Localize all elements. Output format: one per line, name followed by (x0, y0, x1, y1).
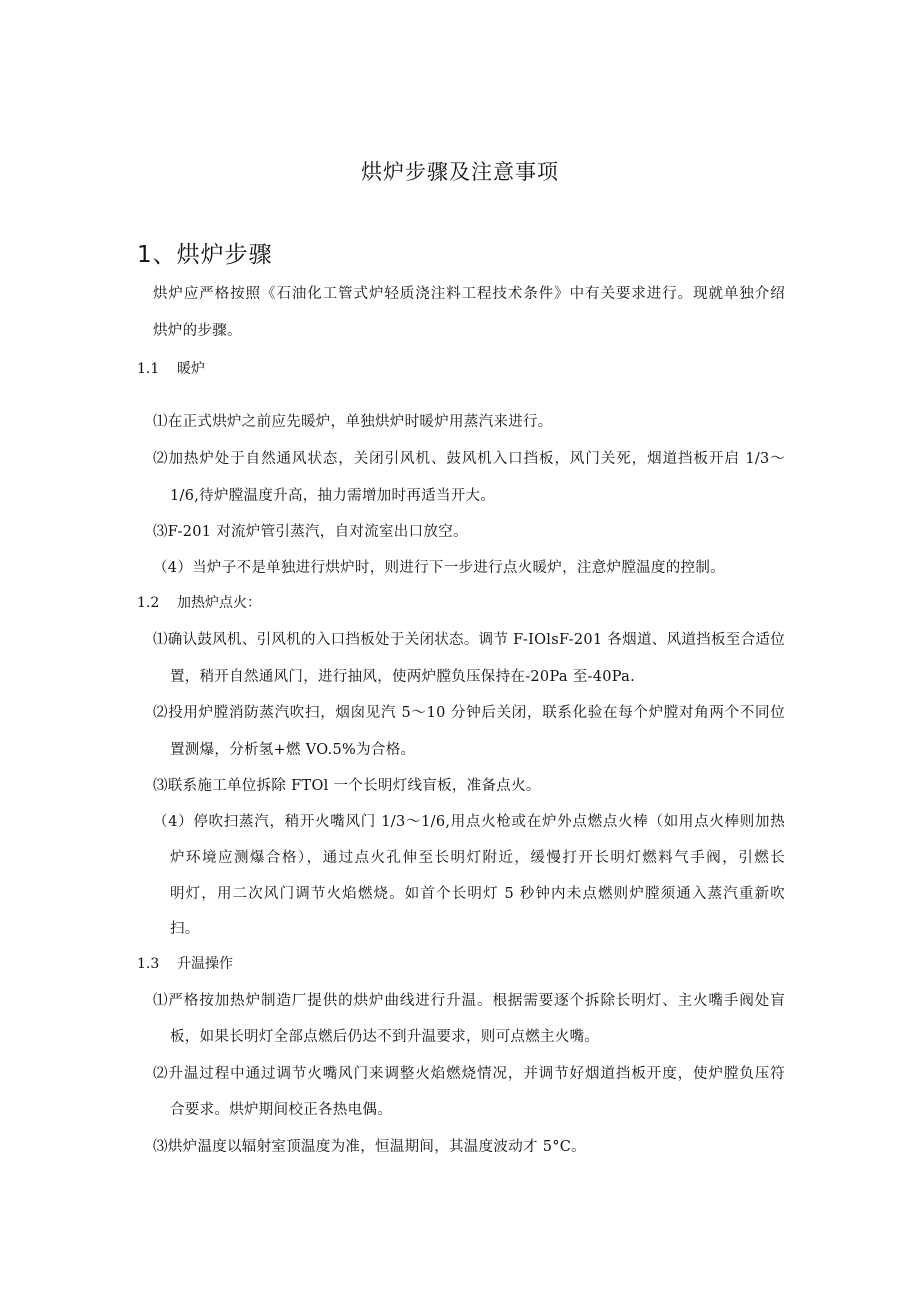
list-item-continuation: 炉环境应测爆合格），通过点火孔伸至长明灯附近，缓慢打开长明灯燃料气手阀，引燃长 (170, 850, 785, 866)
subsection-number: 1.2 (137, 595, 160, 611)
list-item-continuation: 明灯，用二次风门调节火焰燃烧。如首个长明灯 5 秒钟内未点燃则炉膛须通入蒸汽重新吹 (170, 886, 785, 902)
subsection-label: 加热炉点火： (177, 595, 261, 611)
list-item-continuation: 合要求。烘炉期间校正各热电偶。 (170, 1102, 392, 1118)
list-item: （4）当炉子不是单独进行烘炉时，则进行下一步进行点火暖炉，注意炉膛温度的控制。 (153, 560, 725, 576)
list-item: ⑶联系施工单位拆除 FTOl 一个长明灯线盲板，准备点火。 (153, 778, 541, 794)
list-item: ⑶烘炉温度以辐射室顶温度为准，恒温期间，其温度波动才 5°C。 (153, 1139, 586, 1155)
intro-paragraph-line: 烘炉的步骤。 (153, 323, 242, 339)
list-item-continuation: 板，如果长明灯全部点燃后仍达不到升温要求，则可点燃主火嘴。 (170, 1029, 600, 1045)
list-item: ⑴严格按加热炉制造厂提供的烘炉曲线进行升温。根据需要逐个拆除长明灯、主火嘴手阀处盲 (153, 993, 785, 1009)
subsection-heading (137, 358, 205, 378)
list-item: ⑴确认鼓风机、引风机的入口挡板处于关闭状态。调节 F-IOlsF-201 各烟道、风道挡板至合适位 (153, 632, 785, 648)
list-item: （4）停吹扫蒸汽，稍开火嘴风门 1/3～1/6,用点火枪或在炉外点燃点火棒（如用点火棒则加热 (153, 814, 785, 830)
list-item-continuation: 扫。 (170, 921, 200, 937)
list-item: ⑵升温过程中通过调节火嘴风门来调整火焰燃烧情况，并调节好烟道挡板开度，使炉膛负压符 (153, 1066, 785, 1082)
list-item: ⑵投用炉膛消防蒸汽吹扫，烟囱见汽 5～10 分钟后关闭，联系化验在每个炉膛对角两个不同位 (153, 705, 785, 721)
subsection-number: 1.3 (137, 956, 160, 972)
list-item-continuation: 置，稍开自然通风门，进行抽风，使两炉膛负压保持在-20Pa 至-40Pa. (170, 669, 636, 685)
subsection-heading (137, 953, 233, 973)
document-title: 烘炉步骤及注意事项 (361, 160, 559, 184)
subsection-heading (137, 592, 261, 612)
intro-paragraph-line: 烘炉应严格按照《石油化工管式炉轻质浇注料工程技术条件》中有关要求进行。现就单独介绍 (153, 286, 785, 302)
subsection-number: 1.1 (137, 361, 160, 377)
list-item: ⑵加热炉处于自然通风状态，关闭引风机、鼓风机入口挡板，风门关死，烟道挡板开启 1/3～ (153, 451, 785, 467)
subsection-label: 暖炉 (177, 361, 205, 377)
subsection-label: 升温操作 (177, 956, 233, 972)
list-item-continuation: 置测爆，分析氢+燃 VO.5%为合格。 (170, 742, 416, 758)
list-item: ⑶F-201 对流炉管引蒸汽，自对流室出口放空。 (153, 524, 468, 540)
list-item-continuation: 1/6,待炉膛温度升高，抽力需增加时再适当开大。 (170, 488, 496, 504)
section-heading: 1、烘炉步骤 (137, 242, 273, 268)
list-item: ⑴在正式烘炉之前应先暖炉，单独烘炉时暖炉用蒸汽来进行。 (153, 414, 553, 430)
